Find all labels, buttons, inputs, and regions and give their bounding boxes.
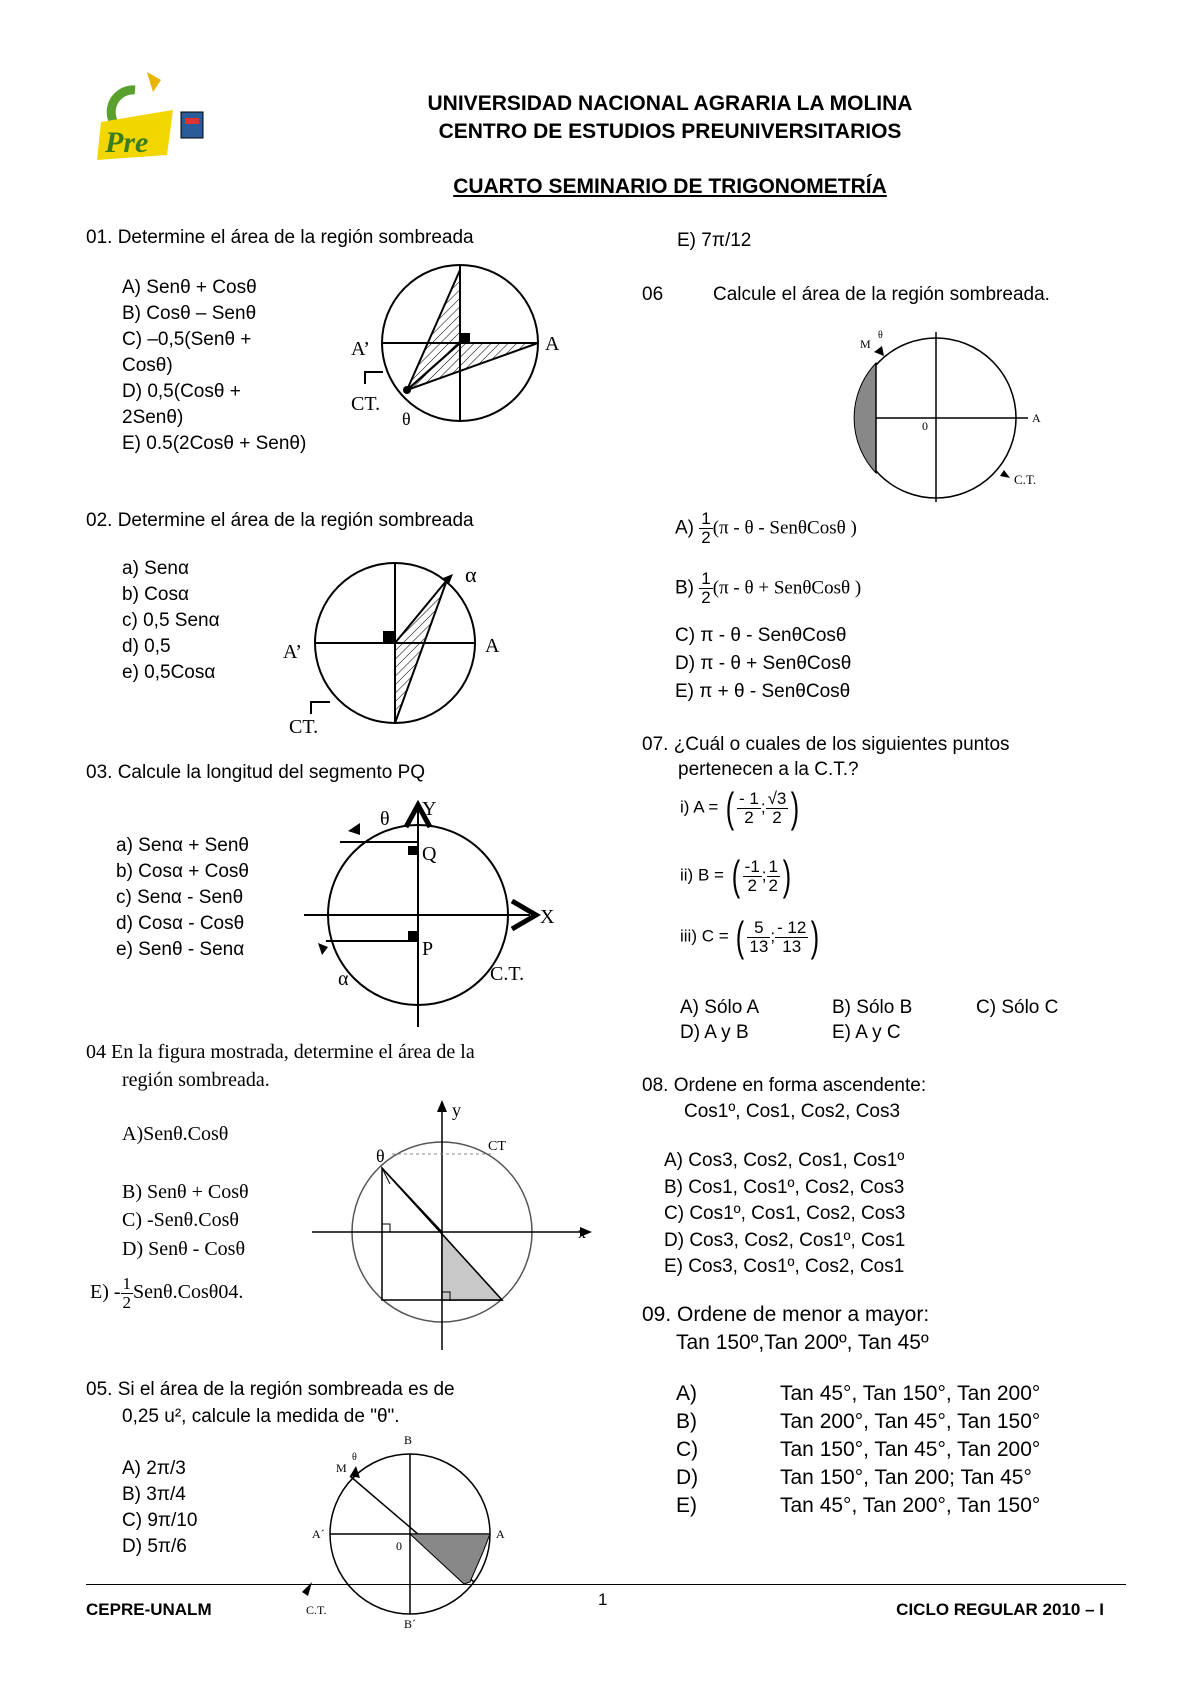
q02-label-a: A xyxy=(485,635,500,657)
q04-option-e xyxy=(90,1275,243,1312)
q01-option: C) –0,5(Senθ + xyxy=(122,329,252,350)
q07-point-y-den: 2 xyxy=(768,875,778,895)
q05-options xyxy=(122,1456,197,1560)
q07-sep: ; xyxy=(761,865,767,885)
footer-left: CEPRE-UNALM xyxy=(86,1600,212,1619)
q05-label-b-prime: B´ xyxy=(404,1617,416,1631)
footer-page-number: 1 xyxy=(598,1590,608,1609)
q02-option: b) Cosα xyxy=(122,584,189,605)
q01-option: D) 0,5(Cosθ + xyxy=(122,381,241,402)
q07-point-x-num: - 1 xyxy=(739,788,759,808)
q08-option: C) Cos1º, Cos1, Cos2, Cos3 xyxy=(664,1203,906,1224)
q08-sub: Cos1º, Cos1, Cos2, Cos3 xyxy=(684,1101,901,1122)
q07-point-x-num: 5 xyxy=(747,919,770,938)
footer-right: CICLO REGULAR 2010 – I xyxy=(896,1600,1104,1619)
q06-option-a-body: (π - θ - SenθCosθ ) xyxy=(712,517,857,539)
q04-option-e-num: 1 xyxy=(122,1274,132,1293)
q06-label-ct: C.T. xyxy=(1014,472,1037,487)
q07-point-a: i) A = ( $\frac{- 1}{2}$ ; $\frac{√3}{2}$ ) xyxy=(680,784,800,831)
q06-label-theta: θ xyxy=(878,330,883,341)
q09-option-letter: D) xyxy=(676,1466,699,1489)
q04-option-e-den: 2 xyxy=(122,1293,132,1312)
q03-option: b) Cosα + Cosθ xyxy=(116,861,249,882)
q05-option: B) 3π/4 xyxy=(122,1484,186,1505)
q06-half-fraction xyxy=(699,570,712,607)
q02-label-a-prime: A’ xyxy=(283,641,302,663)
q07-point-y-num: - 12 xyxy=(777,917,807,937)
q04-figure xyxy=(310,1100,600,1350)
q03-figure xyxy=(300,795,570,1030)
q07-point-x-den: 13 xyxy=(749,936,769,956)
q06-figure xyxy=(838,322,1058,502)
q04-label-theta: θ xyxy=(376,1146,385,1166)
q01-option: A) Senθ + Cosθ xyxy=(122,277,257,298)
q04-label-x: x xyxy=(578,1225,586,1242)
q01-label-a-prime: A’ xyxy=(351,338,370,360)
q06-option: D) π - θ + SenθCosθ xyxy=(675,653,852,674)
q07-option: C) Sólo C xyxy=(976,997,1059,1018)
q02-option: a) Senα xyxy=(122,558,189,579)
q01-options xyxy=(122,275,306,457)
q07-point-x-num: -1 xyxy=(744,856,760,876)
q02-option: c) 0,5 Senα xyxy=(122,610,220,631)
q06-option-b xyxy=(675,570,861,607)
q04-option-e-prefix: E) - xyxy=(90,1281,121,1304)
q07-point-y-den: 13 xyxy=(782,936,802,956)
logo xyxy=(95,60,225,165)
q01-figure xyxy=(345,260,575,440)
q07-stem-line2: pertenecen a la C.T.? xyxy=(678,759,859,780)
q07-point-label: iii) C = xyxy=(680,926,729,946)
center-name: CENTRO DE ESTUDIOS PREUNIVERSITARIOS xyxy=(438,120,902,143)
q09-option-text: Tan 150°, Tan 45°, Tan 200° xyxy=(780,1438,1041,1461)
q02-option: d) 0,5 xyxy=(122,636,171,657)
q09-option xyxy=(676,1436,1040,1464)
q03-stem: 03. Calcule la longitud del segmento PQ xyxy=(86,762,426,783)
q02-figure xyxy=(275,550,515,740)
q09-option xyxy=(676,1492,1040,1520)
q06-half-num: 1 xyxy=(701,569,711,588)
q05-label-a: A xyxy=(496,1527,505,1541)
q06-half-fraction xyxy=(699,510,712,547)
q03-option: c) Senα - Senθ xyxy=(116,887,244,908)
q07-point-label: ii) B = xyxy=(680,865,724,885)
q05-figure xyxy=(300,1432,530,1632)
q09-stem: 09. Ordene de menor a mayor: xyxy=(642,1303,930,1326)
q09-option-letter: C) xyxy=(676,1438,699,1461)
q06-stem: Calcule el área de la región sombreada. xyxy=(713,284,1050,305)
q03-option: e) Senθ - Senα xyxy=(116,939,245,960)
q05-label-ct: C.T. xyxy=(306,1603,327,1617)
q01-option: B) Cosθ – Senθ xyxy=(122,303,257,324)
q07-sep: ; xyxy=(770,926,776,946)
q09-option-text: Tan 45°, Tan 200°, Tan 150° xyxy=(780,1494,1041,1517)
q04-option-e-fraction xyxy=(121,1275,134,1312)
q04-stem-line2: región sombreada. xyxy=(122,1069,270,1091)
q07-option: D) A y B xyxy=(680,1022,749,1043)
q05-stem-line1: 05. Si el área de la región sombreada es de xyxy=(86,1379,455,1400)
q01-option: 2Senθ) xyxy=(122,407,184,428)
q07-stem-line1: 07. ¿Cuál o cuales de los siguientes puntos xyxy=(642,734,1010,755)
q06-label-o: 0 xyxy=(922,419,928,433)
q01-option: Cosθ) xyxy=(122,355,173,376)
q04-stem-line1: 04 En la figura mostrada, determine el área de la xyxy=(86,1041,475,1063)
q09-option xyxy=(676,1464,1040,1492)
q04-option-e-suffix: Senθ.Cosθ04. xyxy=(133,1281,244,1304)
q07-option: E) A y C xyxy=(832,1022,901,1043)
q08-option: A) Cos3, Cos2, Cos1, Cos1º xyxy=(664,1150,905,1171)
q05-label-m: M xyxy=(336,1461,347,1475)
q09-sub: Tan 150º,Tan 200º, Tan 45º xyxy=(676,1331,929,1354)
q08-option: E) Cos3, Cos1º, Cos2, Cos1 xyxy=(664,1256,905,1277)
q09-option xyxy=(676,1408,1040,1436)
q02-label-ct: CT. xyxy=(289,716,319,738)
q07-option: B) Sólo B xyxy=(832,997,913,1018)
q05-label-o: 0 xyxy=(396,1539,402,1553)
q01-label-theta: θ xyxy=(402,409,411,429)
q06-half-num: 1 xyxy=(701,509,711,528)
q02-options xyxy=(122,556,220,686)
q05-label-a-prime: A´ xyxy=(312,1527,325,1541)
q09-options xyxy=(676,1380,1040,1520)
q01-label-a: A xyxy=(545,333,560,355)
q03-label-theta: θ xyxy=(380,808,390,830)
q06-number: 06 xyxy=(642,284,664,305)
q06-label-a: A xyxy=(1032,411,1041,425)
q02-stem: 02. Determine el área de la región sombreada xyxy=(86,510,474,531)
q02-label-alpha: α xyxy=(465,562,477,587)
q09-option-text: Tan 200°, Tan 45°, Tan 150° xyxy=(780,1410,1041,1433)
q09-option-letter: A) xyxy=(676,1382,697,1405)
q04-label-y: y xyxy=(452,1100,461,1120)
q07-point-x-den: 2 xyxy=(744,807,754,827)
q06-half-den: 2 xyxy=(701,588,711,607)
q07-point-x-den: 2 xyxy=(747,875,757,895)
q05-option: D) 5π/6 xyxy=(122,1536,187,1557)
logo-text: Pre xyxy=(105,126,149,159)
q06-options-rest xyxy=(675,622,851,706)
q06-option-b-prefix: B) xyxy=(675,577,694,599)
q04-option: B) Senθ + Cosθ xyxy=(122,1181,249,1203)
q07-point-b: ii) B = ( $\frac{-1}{2}$ ; $\frac{1}{2}$ ) xyxy=(680,852,792,899)
q09-option-letter: E) xyxy=(676,1494,697,1517)
q08-options xyxy=(664,1148,905,1281)
q08-option: D) Cos3, Cos2, Cos1º, Cos1 xyxy=(664,1229,906,1251)
q03-label-p: P xyxy=(422,938,434,960)
q06-option-a xyxy=(675,510,857,547)
q01-label-ct: CT. xyxy=(351,393,381,415)
q07-point-y-num: 1 xyxy=(768,856,778,876)
q07-sep: ; xyxy=(760,797,766,817)
q03-option: d) Cosα - Cosθ xyxy=(116,913,245,934)
university-name: UNIVERSIDAD NACIONAL AGRARIA LA MOLINA xyxy=(427,92,913,115)
q05-option-e: E) 7π/12 xyxy=(677,230,752,251)
q05-option: A) 2π/3 xyxy=(122,1458,186,1479)
q04-label-ct: CT xyxy=(488,1139,506,1154)
q05-option: C) 9π/10 xyxy=(122,1510,198,1531)
q03-label-y: Y xyxy=(422,798,437,820)
q07-point-c: iii) C = ( $\frac{5}{13}$ ; $\frac{- 12}{13}$ ) xyxy=(680,913,820,960)
q08-option: B) Cos1, Cos1º, Cos2, Cos3 xyxy=(664,1176,905,1198)
q08-stem: 08. Ordene en forma ascendente: xyxy=(642,1075,927,1096)
q03-label-alpha: α xyxy=(338,968,349,990)
q06-label-m: M xyxy=(860,337,871,351)
q07-option: A) Sólo A xyxy=(680,997,760,1018)
logo-graphic xyxy=(95,60,225,165)
q05-label-b: B xyxy=(404,1433,413,1447)
q06-option-a-prefix: A) xyxy=(675,517,694,539)
q04-option: C) -Senθ.Cosθ xyxy=(122,1209,239,1231)
q05-label-theta: θ xyxy=(352,1452,357,1463)
q03-label-q: Q xyxy=(422,843,437,865)
footer-rule xyxy=(86,1584,1126,1585)
q07-point-y-den: 2 xyxy=(772,807,782,827)
q09-option xyxy=(676,1380,1040,1408)
q06-option: C) π - θ - SenθCosθ xyxy=(675,625,847,646)
q06-option: E) π + θ - SenθCosθ xyxy=(675,681,851,702)
q07-point-label: i) A = xyxy=(680,797,719,817)
q04-option: A)Senθ.Cosθ xyxy=(122,1123,229,1145)
q05-stem-line2: 0,25 u², calcule la medida de "θ". xyxy=(122,1406,400,1427)
q06-option-b-body: (π - θ + SenθCosθ ) xyxy=(712,577,862,599)
q02-option: e) 0,5Cosα xyxy=(122,662,216,683)
q03-option: a) Senα + Senθ xyxy=(116,835,249,856)
q09-option-text: Tan 150°, Tan 200; Tan 45° xyxy=(780,1466,1032,1489)
q01-option: E) 0.5(2Cosθ + Senθ) xyxy=(122,433,307,454)
q03-label-ct: C.T. xyxy=(490,963,525,985)
q01-stem: 01. Determine el área de la región sombreada xyxy=(86,227,474,248)
q03-options xyxy=(116,833,249,963)
q07-point-y-num: √3 xyxy=(767,788,787,808)
q09-option-letter: B) xyxy=(676,1410,697,1433)
q04-option: D) Senθ - Cosθ xyxy=(122,1238,246,1260)
q09-option-text: Tan 45°, Tan 150°, Tan 200° xyxy=(780,1382,1041,1405)
q06-half-den: 2 xyxy=(701,528,711,547)
page-title: CUARTO SEMINARIO DE TRIGONOMETRÍA xyxy=(453,175,887,198)
q03-label-x: X xyxy=(540,906,555,928)
